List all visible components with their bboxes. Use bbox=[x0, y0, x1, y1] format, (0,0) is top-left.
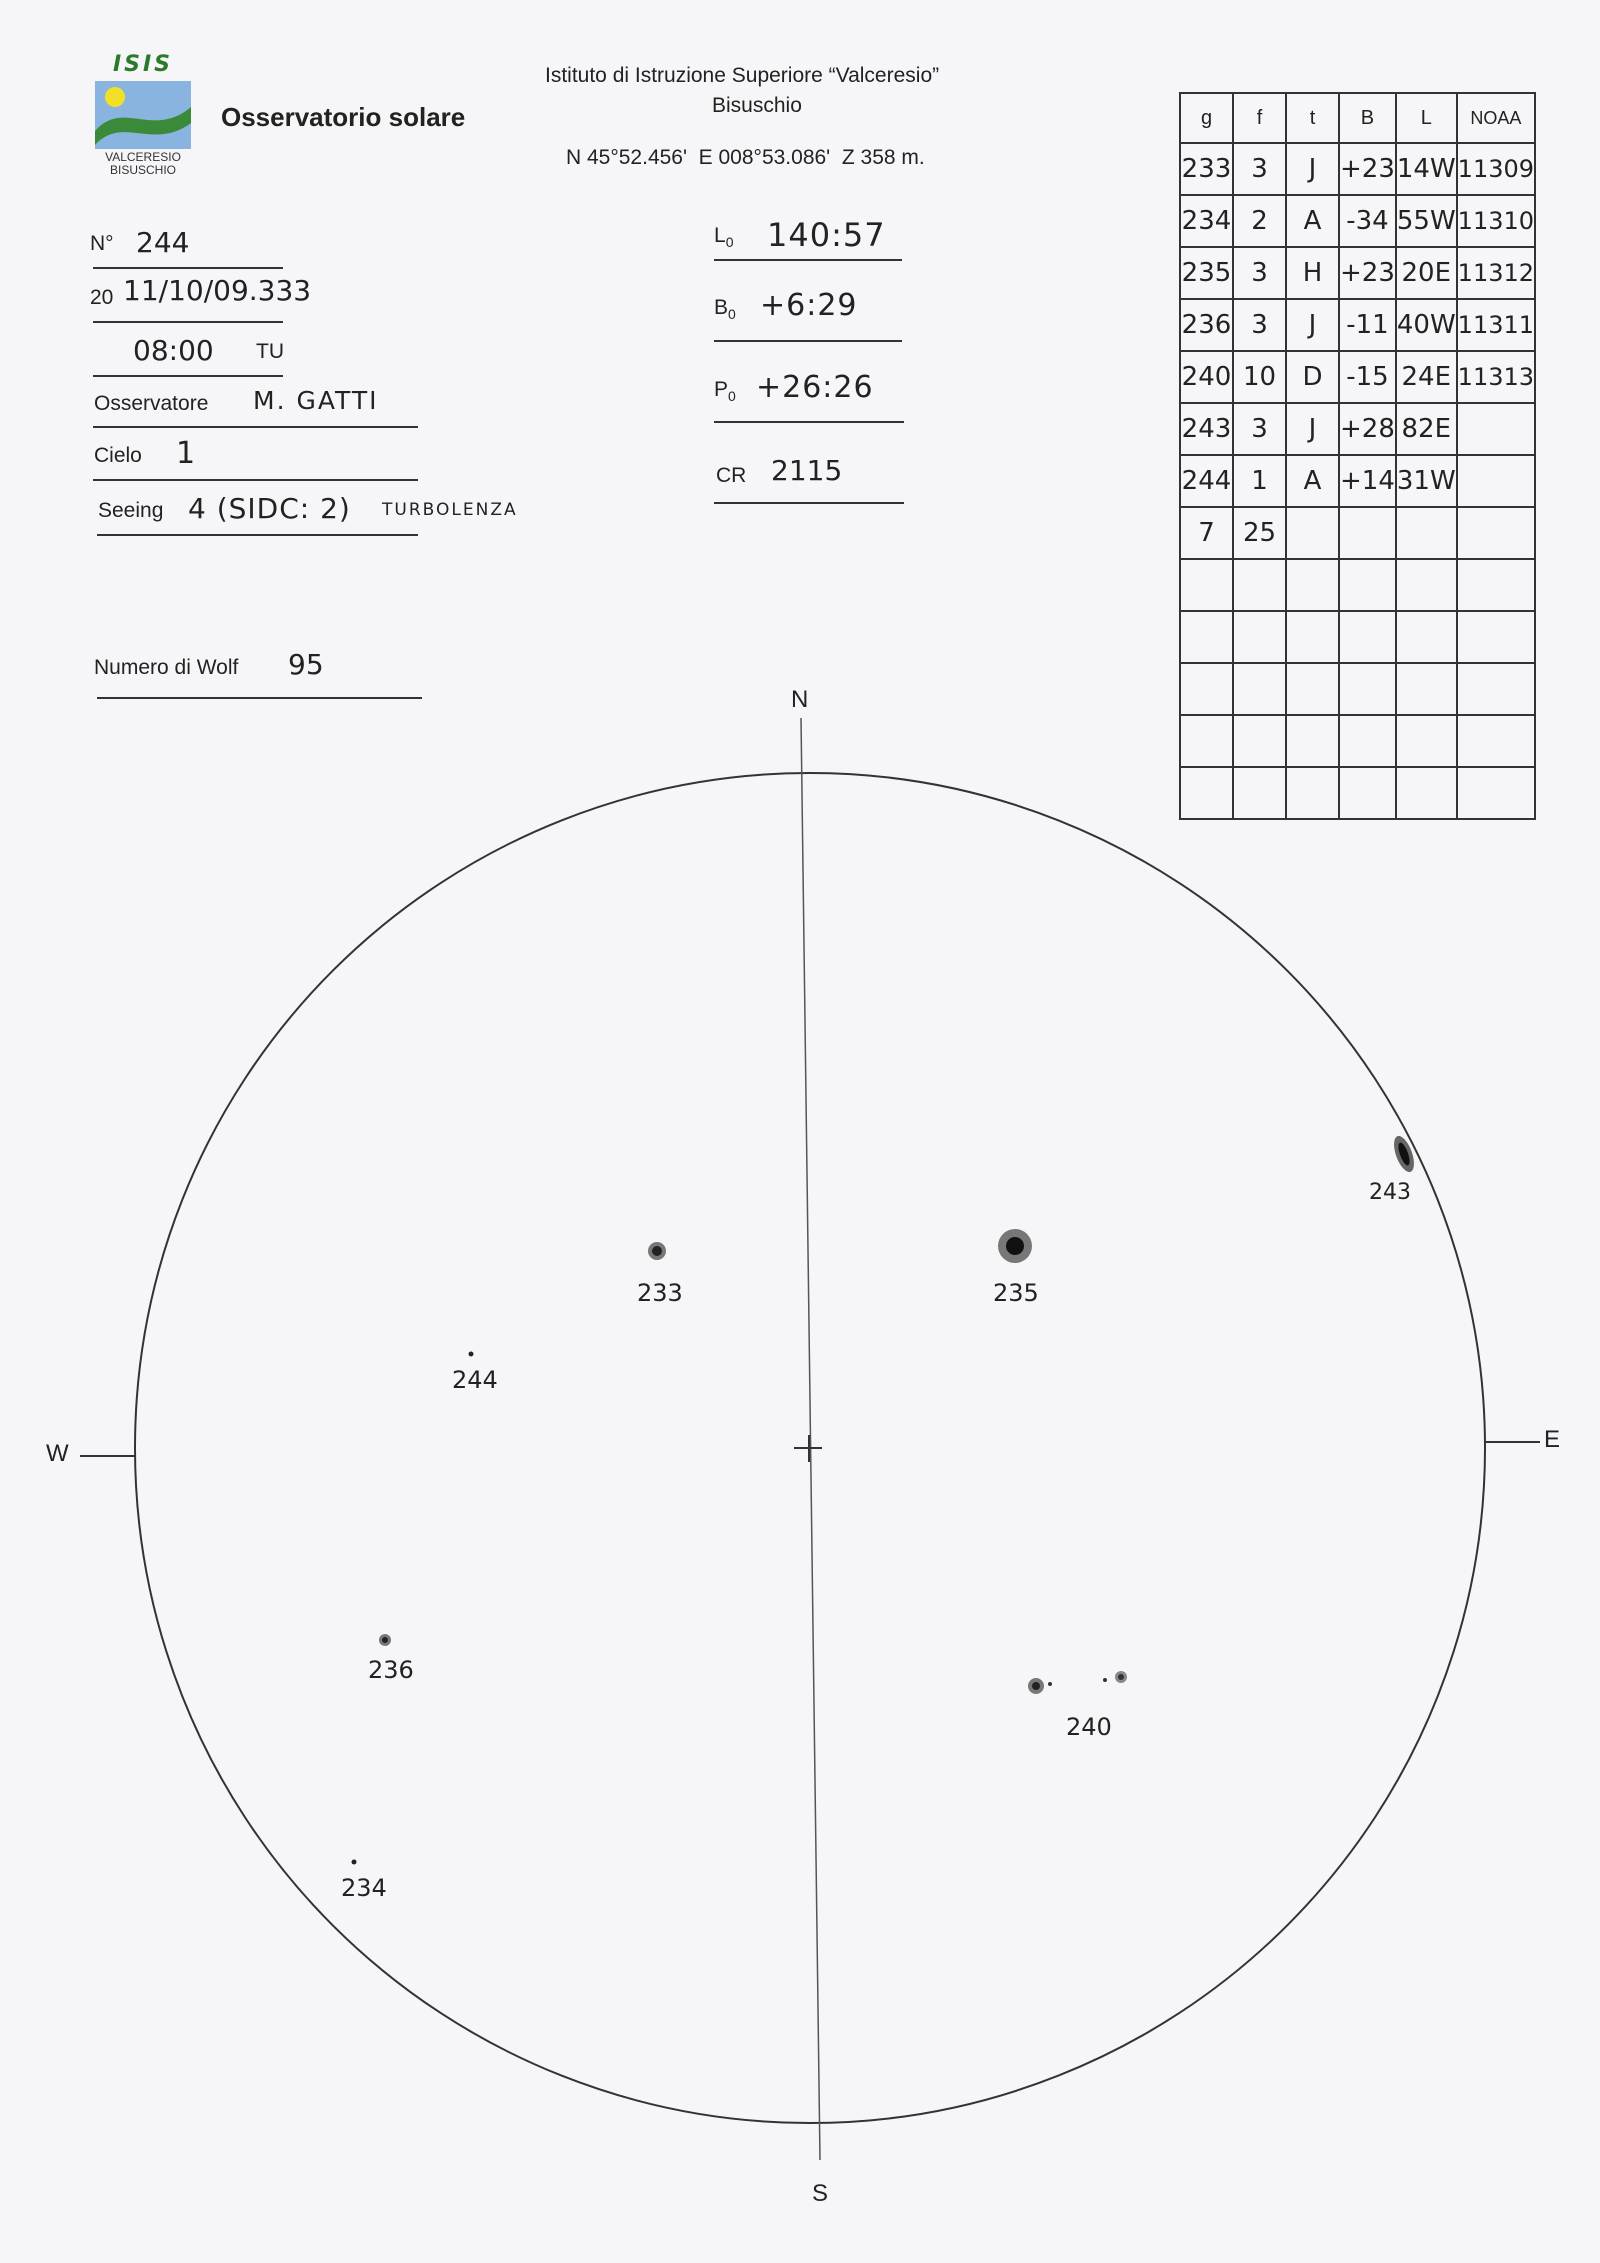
cell-g: 236 bbox=[1180, 299, 1233, 351]
time-unit: TU bbox=[256, 340, 284, 363]
b0-sub: 0 bbox=[728, 306, 736, 323]
b0-letter: B bbox=[714, 296, 729, 319]
spot-233 bbox=[648, 1242, 666, 1260]
cell-g: 244 bbox=[1180, 455, 1233, 507]
cell-t: J bbox=[1286, 403, 1339, 455]
cell-f: 3 bbox=[1233, 403, 1286, 455]
date-value: 11/10/09.333 bbox=[123, 274, 312, 307]
observer-label: Osservatore bbox=[94, 392, 209, 415]
p0-letter: P bbox=[714, 378, 729, 401]
l0-sub: 0 bbox=[725, 234, 734, 251]
cell-f: 3 bbox=[1233, 247, 1286, 299]
spot-label-243: 243 bbox=[1369, 1180, 1411, 1205]
cell-b: -15 bbox=[1339, 351, 1396, 403]
east-label: E bbox=[1544, 1426, 1561, 1453]
seeing-value: 4 (SIDC: 2) bbox=[188, 492, 351, 525]
wolf-value: 95 bbox=[288, 648, 324, 681]
south-label: S bbox=[812, 2180, 829, 2207]
cell-g: 234 bbox=[1180, 195, 1233, 247]
spot-label-240: 240 bbox=[1066, 1713, 1112, 1741]
number-label: N° bbox=[90, 232, 114, 255]
cell-t: J bbox=[1286, 143, 1339, 195]
spot-236 bbox=[379, 1634, 391, 1646]
institute-town: Bisuschio bbox=[712, 94, 802, 117]
l0-value: 140:57 bbox=[767, 216, 886, 254]
cell-l: 31W bbox=[1396, 455, 1457, 507]
logo-text-top: ISIS bbox=[112, 52, 174, 77]
cell-noaa: 11312 bbox=[1457, 247, 1535, 299]
cr-label: CR bbox=[716, 464, 747, 487]
site-coordinates: N 45°52.456' E 008°53.086' Z 358 m. bbox=[566, 146, 925, 169]
spot-label-234: 234 bbox=[341, 1874, 387, 1902]
number-value: 244 bbox=[136, 226, 190, 259]
header-b: B bbox=[1339, 93, 1396, 143]
cell-l: 82E bbox=[1396, 403, 1457, 455]
spot-243 bbox=[1390, 1133, 1418, 1174]
sky-value: 1 bbox=[176, 436, 196, 471]
cell-g: 240 bbox=[1180, 351, 1233, 403]
cell-noaa: 11309 bbox=[1457, 143, 1535, 195]
spot-234 bbox=[352, 1860, 357, 1865]
cell-f: 2 bbox=[1233, 195, 1286, 247]
logo-text-2: BISUSCHIO bbox=[109, 163, 176, 177]
p0-sub: 0 bbox=[728, 388, 736, 405]
seeing-note: TURBOLENZA bbox=[382, 500, 518, 520]
spot-240 bbox=[1028, 1671, 1127, 1694]
header-f: f bbox=[1233, 93, 1286, 143]
cell-noaa: 11310 bbox=[1457, 195, 1535, 247]
logo-text-1: VALCERESIO bbox=[105, 150, 181, 164]
west-label: W bbox=[46, 1440, 69, 1467]
north-label: N bbox=[791, 686, 809, 713]
cell-l: 24E bbox=[1396, 351, 1457, 403]
cell-b: -34 bbox=[1339, 195, 1396, 247]
cell-t: A bbox=[1286, 195, 1339, 247]
cell-g: 235 bbox=[1180, 247, 1233, 299]
cell-g: 233 bbox=[1180, 143, 1233, 195]
cell-b: -11 bbox=[1339, 299, 1396, 351]
cell-t: J bbox=[1286, 299, 1339, 351]
cell-f: 25 bbox=[1233, 507, 1286, 559]
cell-t: D bbox=[1286, 351, 1339, 403]
date-prefix: 20 bbox=[90, 286, 114, 309]
time-value: 08:00 bbox=[133, 334, 214, 367]
cell-b: +23 bbox=[1339, 247, 1396, 299]
spot-label-233: 233 bbox=[637, 1279, 683, 1307]
spot-235 bbox=[998, 1229, 1032, 1263]
cell-b: +28 bbox=[1339, 403, 1396, 455]
cell-g: 243 bbox=[1180, 403, 1233, 455]
spot-label-236: 236 bbox=[368, 1656, 414, 1684]
cell-b: +14 bbox=[1339, 455, 1396, 507]
wolf-label: Numero di Wolf bbox=[94, 656, 239, 679]
cell-l: 20E bbox=[1396, 247, 1457, 299]
cell-f: 10 bbox=[1233, 351, 1286, 403]
sky-label: Cielo bbox=[94, 444, 142, 467]
header-l: L bbox=[1396, 93, 1457, 143]
header-noaa: NOAA bbox=[1457, 93, 1535, 143]
cell-t: H bbox=[1286, 247, 1339, 299]
spot-label-235: 235 bbox=[993, 1279, 1039, 1307]
institute-name: Istituto di Istruzione Superiore “Valceresio” bbox=[545, 64, 940, 87]
cell-l: 55W bbox=[1396, 195, 1457, 247]
observatory-title: Osservatorio solare bbox=[221, 102, 466, 132]
cell-f: 3 bbox=[1233, 299, 1286, 351]
observer-value: M. GATTI bbox=[253, 386, 379, 415]
cell-noaa: 11311 bbox=[1457, 299, 1535, 351]
cell-l: 40W bbox=[1396, 299, 1457, 351]
l0-letter: L bbox=[714, 224, 726, 247]
cell-noaa: 11313 bbox=[1457, 351, 1535, 403]
p0-value: +26:26 bbox=[756, 370, 874, 405]
header-g: g bbox=[1180, 93, 1233, 143]
spot-244 bbox=[469, 1352, 474, 1357]
cell-t: A bbox=[1286, 455, 1339, 507]
spot-label-244: 244 bbox=[452, 1366, 498, 1394]
cell-g: 7 bbox=[1180, 507, 1233, 559]
cell-l: 14W bbox=[1396, 143, 1457, 195]
seeing-label: Seeing bbox=[98, 499, 164, 522]
north-south-axis bbox=[801, 718, 820, 2160]
b0-value: +6:29 bbox=[760, 288, 858, 323]
header-t: t bbox=[1286, 93, 1339, 143]
cell-f: 3 bbox=[1233, 143, 1286, 195]
cell-b: +23 bbox=[1339, 143, 1396, 195]
cr-value: 2115 bbox=[771, 454, 843, 487]
cell-f: 1 bbox=[1233, 455, 1286, 507]
